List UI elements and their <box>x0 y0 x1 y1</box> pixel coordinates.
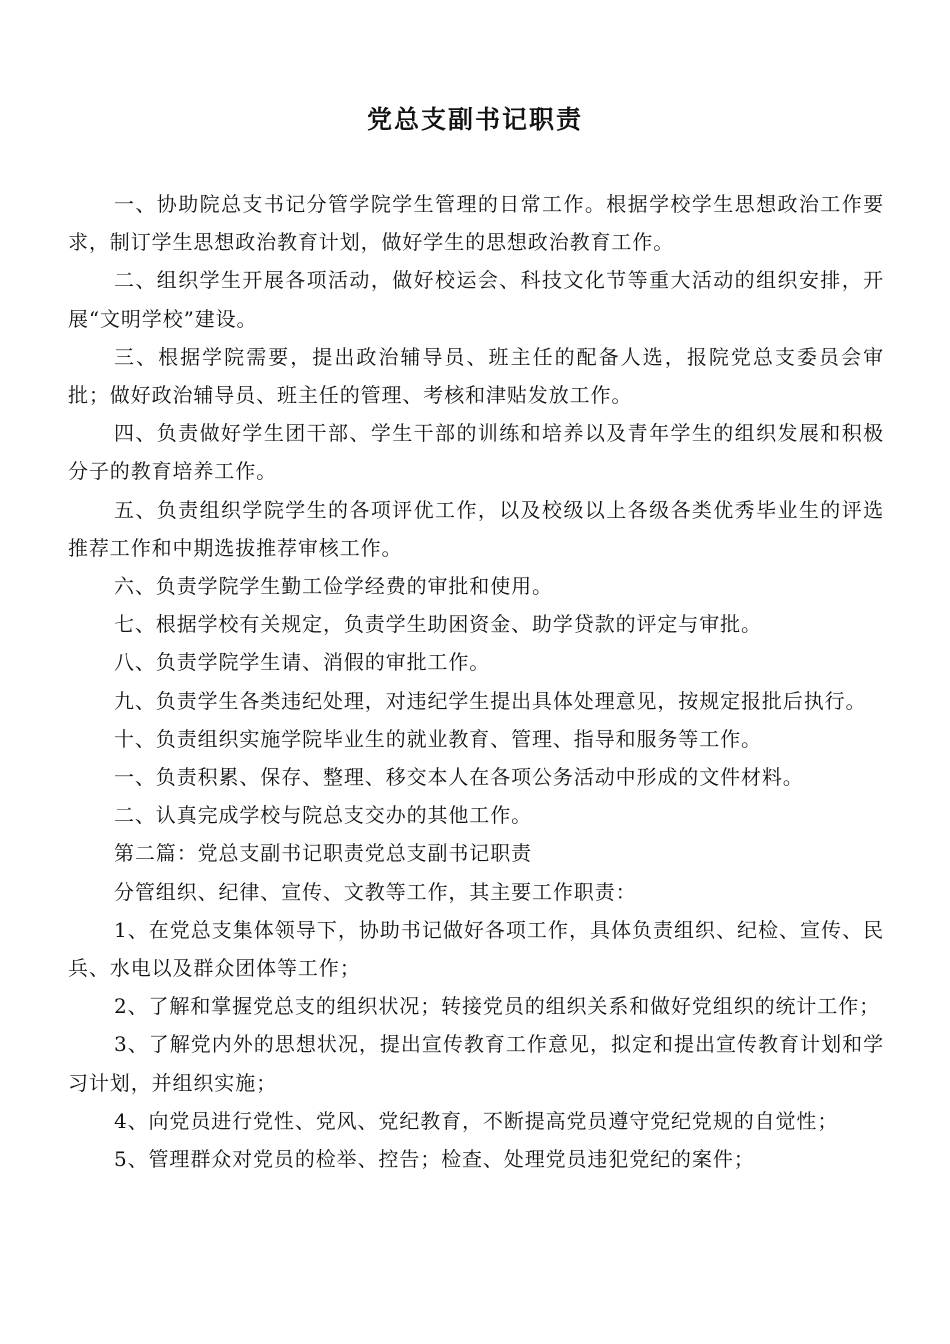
paragraph: 4、向党员进行党性、党风、党纪教育，不断提高党员遵守党纪党规的自觉性； <box>114 1108 839 1133</box>
paragraph: 一、负责积累、保存、整理、移交本人在各项公务活动中形成的文件材料。 <box>114 765 804 790</box>
paragraph: 三、根据学院需要，提出政治辅导员、班主任的配备人选，报院党总支委员会审批；做好政治辅导员、班主任的管理、考核和津贴发放工作。 <box>68 344 884 408</box>
paragraph: 第二篇：党总支副书记职责党总支副书记职责 <box>114 841 532 866</box>
document-body <box>68 185 884 1178</box>
paragraph: 四、负责做好学生团干部、学生干部的训练和培养以及青年学生的组织发展和积极分子的教育培养工作。 <box>68 421 884 484</box>
paragraph: 八、负责学院学生请、消假的审批工作。 <box>114 650 491 675</box>
paragraph: 七、根据学校有关规定，负责学生助困资金、助学贷款的评定与审批。 <box>114 612 762 637</box>
paragraph: 六、负责学院学生勤工俭学经费的审批和使用。 <box>114 574 553 599</box>
paragraph: 二、认真完成学校与院总支交办的其他工作。 <box>114 803 532 828</box>
paragraph: 十、负责组织实施学院毕业生的就业教育、管理、指导和服务等工作。 <box>114 726 762 751</box>
paragraph: 2、了解和掌握党总支的组织状况；转接党员的组织关系和做好党组织的统计工作； <box>114 994 881 1019</box>
document-title: 党总支副书记职责 <box>366 105 583 134</box>
paragraph: 5、管理群众对党员的检举、控告；检查、处理党员违犯党纪的案件； <box>114 1147 755 1172</box>
paragraph: 3、了解党内外的思想状况，提出宣传教育工作意见，拟定和提出宣传教育计划和学习计划，并组织实施； <box>68 1032 884 1095</box>
paragraph: 一、协助院总支书记分管学院学生管理的日常工作。根据学校学生思想政治工作要求，制订学生思想政治教育计划，做好学生的思想政治教育工作。 <box>68 192 884 255</box>
paragraph: 二、组织学生开展各项活动，做好校运会、科技文化节等重大活动的组织安排，开展“文明学校”建设。 <box>68 268 884 331</box>
paragraph: 五、负责组织学院学生的各项评优工作，以及校级以上各级各类优秀毕业生的评选推荐工作和中期选拔推荐审核工作。 <box>68 497 884 560</box>
paragraph: 1、在党总支集体领导下，协助书记做好各项工作，具体负责组织、纪检、宣传、民兵、水电以及群众团体等工作； <box>68 917 884 981</box>
paragraph: 九、负责学生各类违纪处理，对违纪学生提出具体处理意见，按规定报批后执行。 <box>114 688 867 713</box>
paragraph: 分管组织、纪律、宣传、文教等工作，其主要工作职责： <box>114 879 637 904</box>
